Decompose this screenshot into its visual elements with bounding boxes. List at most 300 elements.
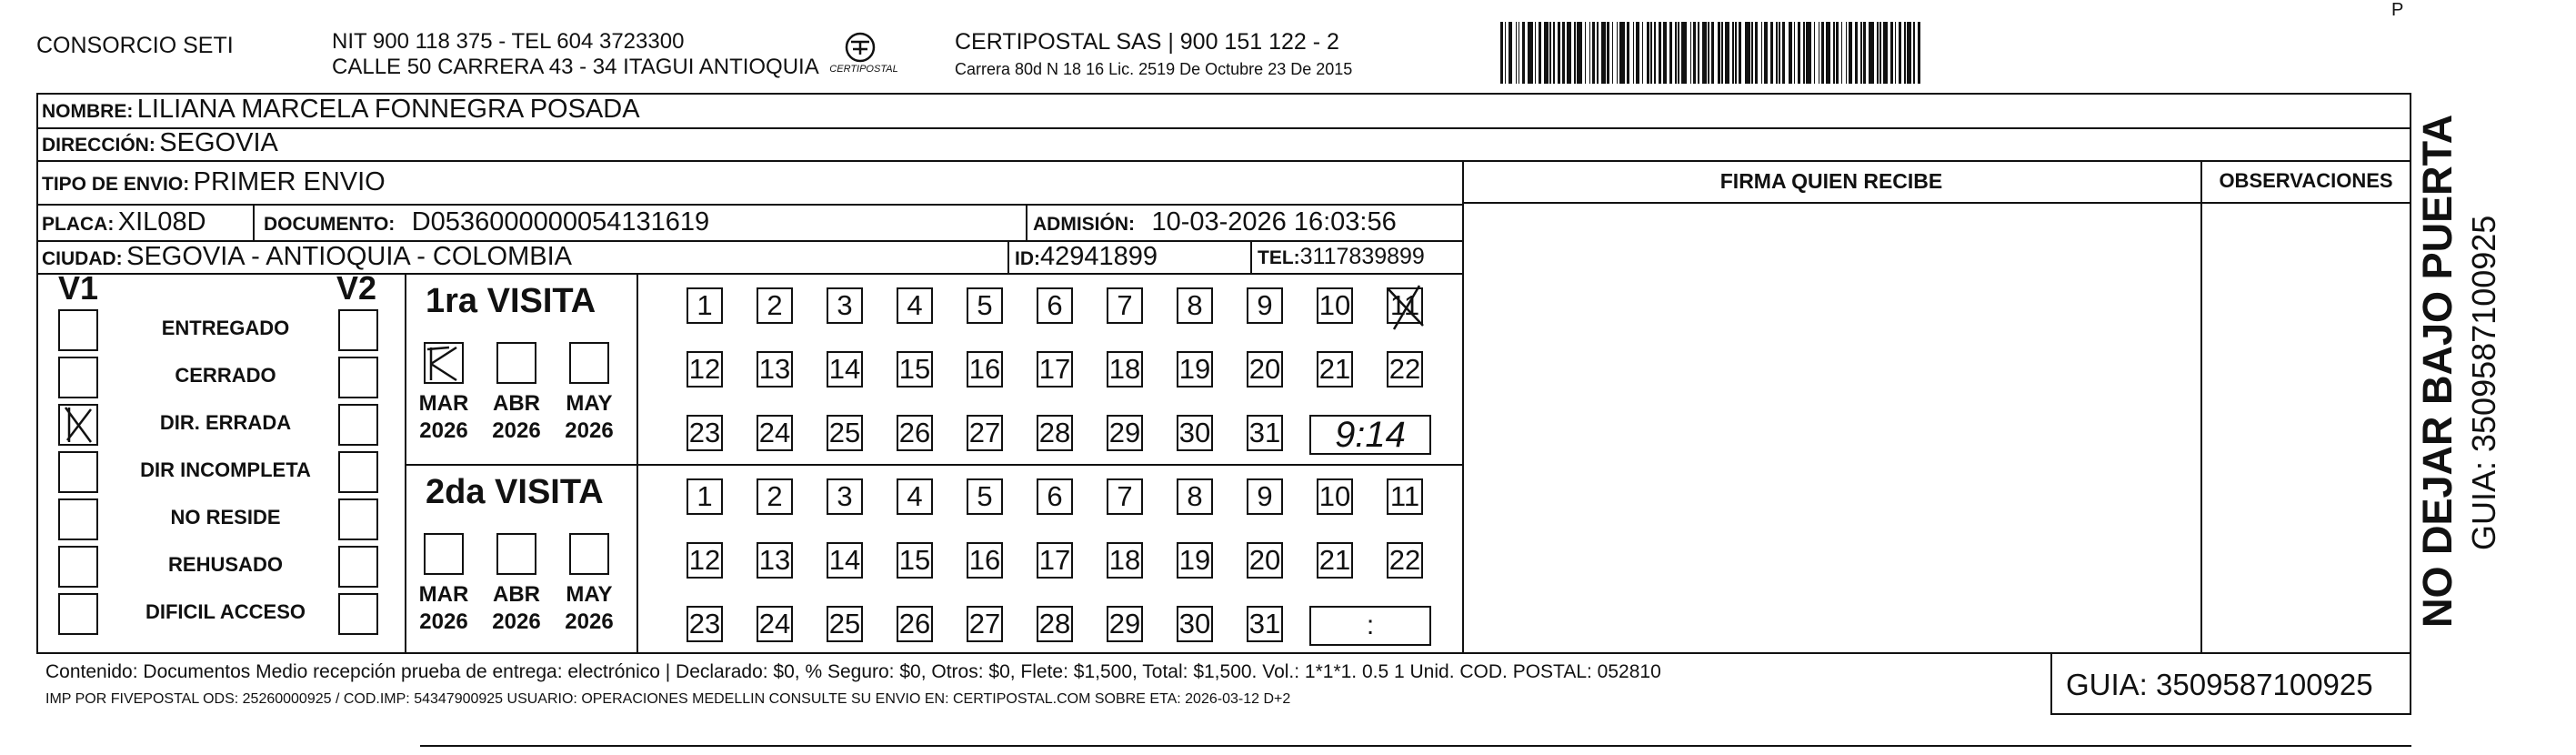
day-checkbox[interactable] (897, 542, 933, 579)
barcode-bar (1841, 22, 1843, 84)
barcode-bar (1577, 22, 1582, 84)
address-line: CALLE 50 CARRERA 43 - 34 ITAGUI ANTIOQUIA (332, 55, 819, 79)
day-number: 14 (828, 353, 861, 385)
barcode-bar (1627, 22, 1629, 84)
month-name: MAY (566, 582, 613, 607)
day-number: 21 (1318, 353, 1351, 385)
barcode-bar (1761, 22, 1763, 84)
day-checkbox[interactable] (897, 478, 933, 515)
barcode-bar (1574, 22, 1576, 84)
day-number: 28 (1038, 608, 1071, 639)
day-number: 22 (1388, 544, 1421, 576)
barcode-bar (1745, 22, 1750, 84)
time-field[interactable]: 9:14 (1309, 415, 1431, 455)
day-number: 31 (1248, 417, 1281, 448)
day-checkbox[interactable] (1177, 415, 1213, 451)
month-year: 2026 (565, 418, 614, 443)
barcode-bar (1509, 22, 1513, 84)
day-number: 20 (1248, 353, 1281, 385)
barcode-bar (1500, 22, 1503, 84)
day-number: 3 (837, 480, 853, 512)
placa-value: XIL08D (117, 207, 206, 237)
day-number: 22 (1388, 353, 1421, 385)
day-number: 18 (1108, 544, 1141, 576)
barcode-bar (1592, 22, 1595, 84)
month-checkbox[interactable] (424, 342, 464, 384)
barcode-bar (1553, 22, 1555, 84)
footer-guia: GUIA: 3509587100925 (2066, 668, 2373, 701)
v1-label: V1 (58, 269, 99, 307)
day-number: 12 (688, 544, 721, 576)
barcode-bar (1669, 22, 1672, 84)
day-number: 14 (828, 544, 861, 576)
day-number: 9 (1257, 480, 1273, 512)
v1-checkbox[interactable] (58, 593, 98, 635)
day-checkbox[interactable] (1037, 542, 1073, 579)
v1-checkbox[interactable] (58, 451, 98, 493)
day-number: 13 (758, 544, 791, 576)
day-checkbox[interactable] (1177, 478, 1213, 515)
visit-title: 2da VISITA (426, 473, 604, 511)
imp-text: IMP POR FIVEPOSTAL ODS: 25260000925 / COD.IMP: 54347900925 USUARIO: OPERACIONES MEDELLIN CONSULTE SU ENVIO EN: CERTIPOSTAL.COM SOBRE ETA: 2026-03-12 D+2 (45, 691, 1291, 707)
day-checkbox[interactable] (687, 606, 723, 642)
side-warning: NO DEJAR BAJO PUERTA (2414, 114, 2461, 628)
day-number: 29 (1108, 608, 1141, 639)
placa-field (42, 207, 206, 237)
day-checkbox[interactable] (1037, 351, 1073, 388)
barcode-bar (1860, 22, 1862, 84)
barcode-bar (1732, 22, 1734, 84)
ciudad-field (42, 242, 572, 272)
day-checkbox[interactable] (757, 287, 793, 324)
status-label: DIR. ERRADA (159, 411, 292, 434)
barcode-bar (1751, 22, 1753, 84)
barcode-bar (1779, 22, 1780, 84)
month-checkbox[interactable] (496, 533, 536, 575)
day-checkbox[interactable] (687, 542, 723, 579)
status-label: DIR INCOMPLETA (140, 458, 311, 481)
day-checkbox[interactable] (827, 478, 863, 515)
day-checkbox[interactable] (687, 415, 723, 451)
barcode-bar (1794, 22, 1796, 84)
month-year: 2026 (492, 418, 541, 443)
barcode-bar (1725, 22, 1729, 84)
day-number: 15 (898, 353, 931, 385)
day-number: 15 (898, 544, 931, 576)
day-number: 6 (1047, 480, 1063, 512)
certipostal-logo (809, 29, 918, 84)
day-number: 26 (898, 417, 931, 448)
documento-label: DOCUMENTO: (264, 214, 396, 235)
day-number: 5 (977, 480, 993, 512)
direccion-label: DIRECCIÓN: (42, 135, 155, 156)
documento-field (264, 207, 709, 237)
barcode-bar (1755, 22, 1758, 84)
day-number: 7 (1117, 480, 1133, 512)
corner-mark: P (2391, 0, 2404, 20)
barcode-bar (1558, 22, 1560, 84)
day-checkbox[interactable] (1387, 351, 1423, 388)
barcode-bar (1708, 22, 1709, 84)
day-checkbox[interactable] (1387, 542, 1423, 579)
barcode-bar (1776, 22, 1778, 84)
barcode-bar (1544, 22, 1549, 84)
tipo-envio-value: PRIMER ENVIO (193, 167, 386, 196)
v2-checkbox[interactable] (338, 498, 378, 540)
day-number: 16 (968, 544, 1001, 576)
day-number: 10 (1318, 289, 1351, 321)
day-checkbox[interactable] (827, 287, 863, 324)
nombre-row (42, 95, 640, 125)
day-number: 30 (1178, 417, 1211, 448)
barcode-bar (1698, 22, 1699, 84)
day-checkbox[interactable] (1177, 542, 1213, 579)
day-checkbox[interactable] (1177, 606, 1213, 642)
barcode-bar (1650, 22, 1652, 84)
barcode-bar (1890, 22, 1893, 84)
id-label: ID: (1015, 248, 1040, 269)
day-number: 30 (1178, 608, 1211, 639)
id-field (1015, 242, 1158, 272)
barcode (1500, 22, 2155, 84)
barcode-bar (1663, 22, 1668, 84)
admision-field (1033, 207, 1397, 237)
day-number: 4 (907, 289, 923, 321)
observaciones-header: OBSERVACIONES (2219, 169, 2393, 192)
day-checkbox[interactable] (827, 415, 863, 451)
barcode-bar (1821, 22, 1824, 84)
month-checkbox[interactable] (569, 533, 609, 575)
day-checkbox[interactable] (757, 351, 793, 388)
day-number: 2 (767, 289, 783, 321)
barcode-bar (1522, 22, 1525, 84)
day-checkbox[interactable] (1107, 415, 1143, 451)
day-checkbox[interactable] (1247, 542, 1283, 579)
tel-label: TEL: (1258, 247, 1300, 268)
day-number: 16 (968, 353, 1001, 385)
time-field[interactable]: : (1309, 606, 1431, 646)
month-checkbox[interactable] (496, 342, 536, 384)
barcode-bar (1589, 22, 1591, 84)
day-checkbox[interactable] (967, 606, 1003, 642)
barcode-bar (1617, 22, 1619, 84)
day-checkbox[interactable] (757, 478, 793, 515)
barcode-bar (1899, 22, 1901, 84)
barcode-bar (1633, 22, 1635, 84)
day-checkbox[interactable] (827, 351, 863, 388)
v2-checkbox[interactable] (338, 593, 378, 635)
day-number: 11 (1389, 480, 1420, 512)
ciudad-value: SEGOVIA - ANTIOQUIA - COLOMBIA (126, 242, 572, 271)
day-number: 29 (1108, 417, 1141, 448)
month-year: 2026 (565, 609, 614, 634)
tipo-envio-row (42, 167, 386, 197)
company-name: CONSORCIO SETI (36, 33, 234, 58)
day-checkbox[interactable] (757, 542, 793, 579)
day-checkbox[interactable] (1317, 351, 1353, 388)
day-checkbox[interactable] (1037, 415, 1073, 451)
barcode-bar (1549, 22, 1551, 84)
visit-title: 1ra VISITA (426, 282, 596, 320)
v1-checkbox[interactable] (58, 546, 98, 588)
day-number: 6 (1047, 289, 1063, 321)
barcode-bar (1895, 22, 1897, 84)
barcode-bar (1721, 22, 1723, 84)
barcode-bar (1681, 22, 1687, 84)
barcode-bar (1764, 22, 1769, 84)
day-checkbox[interactable] (1037, 287, 1073, 324)
barcode-bar (1659, 22, 1661, 84)
day-number: 18 (1108, 353, 1141, 385)
tipo-envio-label: TIPO DE ENVIO: (42, 174, 190, 195)
month-name: MAR (418, 391, 469, 416)
month-name: MAR (418, 582, 469, 607)
day-checkbox[interactable] (1247, 351, 1283, 388)
barcode-bar (1814, 22, 1816, 84)
nombre-label: NOMBRE: (42, 101, 134, 122)
barcode-bar (1904, 22, 1906, 84)
day-number: 8 (1187, 480, 1203, 512)
barcode-bar (1678, 22, 1679, 84)
day-checkbox[interactable] (967, 478, 1003, 515)
barcode-bar (1826, 22, 1830, 84)
barcode-bar (1612, 22, 1614, 84)
day-checkbox[interactable] (967, 415, 1003, 451)
day-number: 11 (1389, 289, 1420, 321)
nit-line: NIT 900 118 375 - TEL 604 3723300 (332, 29, 685, 54)
month-checkbox[interactable] (424, 533, 464, 575)
day-checkbox[interactable] (1317, 478, 1353, 515)
day-number: 4 (907, 480, 923, 512)
barcode-bar (1567, 22, 1571, 84)
day-number: 17 (1038, 544, 1071, 576)
day-number: 1 (697, 480, 713, 512)
day-checkbox[interactable] (687, 478, 723, 515)
day-number: 23 (688, 417, 721, 448)
barcode-bar (1601, 22, 1606, 84)
status-label: CERRADO (175, 364, 276, 387)
v2-checkbox[interactable] (338, 404, 378, 446)
day-number: 25 (828, 417, 861, 448)
day-checkbox[interactable] (757, 606, 793, 642)
v2-checkbox[interactable] (338, 309, 378, 351)
side-guia: GUIA: 3509587100925 (2465, 215, 2502, 550)
carrier-line: CERTIPOSTAL SAS | 900 151 122 - 2 (955, 29, 1339, 55)
firma-header: FIRMA QUIEN RECIBE (1719, 169, 1943, 193)
barcode-bar (1642, 22, 1644, 84)
day-number: 9 (1257, 289, 1273, 321)
v2-checkbox[interactable] (338, 357, 378, 398)
barcode-bar (1505, 22, 1507, 84)
v1-checkbox[interactable] (58, 498, 98, 540)
day-number: 27 (968, 608, 1001, 639)
v2-checkbox[interactable] (338, 546, 378, 588)
v2-label: V2 (336, 269, 377, 307)
documento-value: D0536000000054131619 (411, 207, 710, 237)
barcode-bar (1535, 22, 1537, 84)
day-number: 20 (1248, 544, 1281, 576)
v1-checkbox[interactable] (58, 357, 98, 398)
admision-value: 10-03-2026 16:03:56 (1151, 207, 1397, 237)
id-value: 42941899 (1040, 242, 1158, 271)
barcode-bar (1654, 22, 1656, 84)
day-number: 24 (758, 417, 791, 448)
barcode-bar (1855, 22, 1858, 84)
barcode-bar (1806, 22, 1811, 84)
day-checkbox[interactable] (897, 351, 933, 388)
barcode-bar (1907, 22, 1911, 84)
barcode-bar (1597, 22, 1599, 84)
barcode-bar (1918, 22, 1920, 84)
day-checkbox[interactable] (757, 415, 793, 451)
month-name: ABR (493, 582, 540, 607)
day-number: 12 (688, 353, 721, 385)
day-checkbox[interactable] (827, 606, 863, 642)
barcode-bar (1879, 22, 1881, 84)
barcode-bar (1846, 22, 1848, 84)
day-number: 24 (758, 608, 791, 639)
day-checkbox[interactable] (1107, 478, 1143, 515)
barcode-bar (1782, 22, 1785, 84)
barcode-bar (1819, 22, 1820, 84)
barcode-bar (1519, 22, 1520, 84)
day-checkbox[interactable] (1107, 287, 1143, 324)
v1-checkbox[interactable] (58, 309, 98, 351)
day-number: 10 (1318, 480, 1351, 512)
day-number: 5 (977, 289, 993, 321)
day-checkbox[interactable] (1107, 542, 1143, 579)
tel-field (1258, 244, 1425, 270)
barcode-bar (1711, 22, 1714, 84)
barcode-bar (1803, 22, 1805, 84)
barcode-bar (1798, 22, 1800, 84)
v2-checkbox[interactable] (338, 451, 378, 493)
day-checkbox[interactable] (1247, 606, 1283, 642)
day-checkbox[interactable] (967, 287, 1003, 324)
month-name: MAY (566, 391, 613, 416)
barcode-bar (1539, 22, 1541, 84)
day-checkbox[interactable] (827, 542, 863, 579)
month-checkbox[interactable] (569, 342, 609, 384)
barcode-bar (1770, 22, 1773, 84)
barcode-bar (1913, 22, 1915, 84)
day-checkbox[interactable] (897, 606, 933, 642)
barcode-bar (1877, 22, 1879, 84)
x-mark-icon (1383, 280, 1430, 331)
month-name: ABR (493, 391, 540, 416)
barcode-bar (1516, 22, 1518, 84)
admision-label: ADMISIÓN: (1033, 214, 1135, 235)
barcode-bar (1718, 22, 1720, 84)
logo-icon (809, 29, 918, 84)
nombre-value: LILIANA MARCELA FONNEGRA POSADA (136, 95, 640, 124)
barcode-bar (1849, 22, 1853, 84)
barcode-bar (1833, 22, 1835, 84)
day-checkbox[interactable] (967, 351, 1003, 388)
day-checkbox[interactable] (687, 351, 723, 388)
barcode-bar (1675, 22, 1677, 84)
day-checkbox[interactable] (1037, 478, 1073, 515)
day-checkbox[interactable] (1387, 478, 1423, 515)
day-checkbox[interactable] (1317, 287, 1353, 324)
status-label: REHUSADO (168, 553, 283, 576)
barcode-bar (1693, 22, 1696, 84)
day-checkbox[interactable] (1177, 287, 1213, 324)
day-number: 1 (697, 289, 713, 321)
barcode-bar (1789, 22, 1793, 84)
day-number: 3 (837, 289, 853, 321)
day-number: 13 (758, 353, 791, 385)
day-number: 31 (1248, 608, 1281, 639)
x-mark-icon (426, 344, 462, 382)
logo-text: CERTIPOSTAL (829, 64, 898, 75)
placa-label: PLACA: (42, 214, 115, 235)
day-checkbox[interactable] (1387, 287, 1423, 324)
direccion-value: SEGOVIA (159, 128, 278, 157)
barcode-bar (1739, 22, 1741, 84)
barcode-bar (1607, 22, 1609, 84)
barcode-bar (1883, 22, 1888, 84)
day-number: 21 (1318, 544, 1351, 576)
barcode-bar (1528, 22, 1533, 84)
v1-checkbox[interactable] (58, 404, 98, 446)
barcode-bar (1869, 22, 1874, 84)
day-number: 19 (1178, 544, 1211, 576)
day-number: 8 (1187, 289, 1203, 321)
barcode-bar (1619, 22, 1625, 84)
day-checkbox[interactable] (897, 287, 933, 324)
day-checkbox[interactable] (1317, 542, 1353, 579)
day-checkbox[interactable] (1247, 287, 1283, 324)
month-year: 2026 (419, 418, 468, 443)
barcode-bar (1585, 22, 1587, 84)
day-number: 25 (828, 608, 861, 639)
barcode-bar (1690, 22, 1692, 84)
day-checkbox[interactable] (1247, 415, 1283, 451)
day-checkbox[interactable] (967, 542, 1003, 579)
month-year: 2026 (492, 609, 541, 634)
day-checkbox[interactable] (687, 287, 723, 324)
contenido-text: Contenido: Documentos Medio recepción prueba de entrega: electrónico | Declarado: $0, % Seguro: $0, Otros: $0, Flete: $1,500, Total: $1,500. Vol.: 1*1*1. 0.5 1 Unid. COD. POSTAL: 052810 (45, 661, 1661, 682)
month-year: 2026 (419, 609, 468, 634)
barcode-bar (1636, 22, 1640, 84)
tel-value: 3117839899 (1299, 244, 1425, 269)
day-checkbox[interactable] (1247, 478, 1283, 515)
barcode-bar (1647, 22, 1649, 84)
day-checkbox[interactable] (1177, 351, 1213, 388)
direccion-row (42, 128, 278, 158)
barcode-bar (1836, 22, 1839, 84)
x-mark-icon (60, 406, 96, 444)
day-number: 23 (688, 608, 721, 639)
status-label: NO RESIDE (170, 506, 281, 528)
day-checkbox[interactable] (897, 415, 933, 451)
status-label: ENTREGADO (161, 317, 290, 339)
status-label: DIFICIL ACCESO (145, 600, 306, 623)
day-checkbox[interactable] (1107, 606, 1143, 642)
day-number: 27 (968, 417, 1001, 448)
day-checkbox[interactable] (1107, 351, 1143, 388)
day-number: 2 (767, 480, 783, 512)
barcode-bar (1702, 22, 1707, 84)
license-line: Carrera 80d N 18 16 Lic. 2519 De Octubre 23 De 2015 (955, 60, 1353, 78)
day-checkbox[interactable] (1037, 606, 1073, 642)
day-number: 17 (1038, 353, 1071, 385)
barcode-bar (1735, 22, 1737, 84)
day-number: 19 (1178, 353, 1211, 385)
barcode-bar (1863, 22, 1866, 84)
day-number: 28 (1038, 417, 1071, 448)
